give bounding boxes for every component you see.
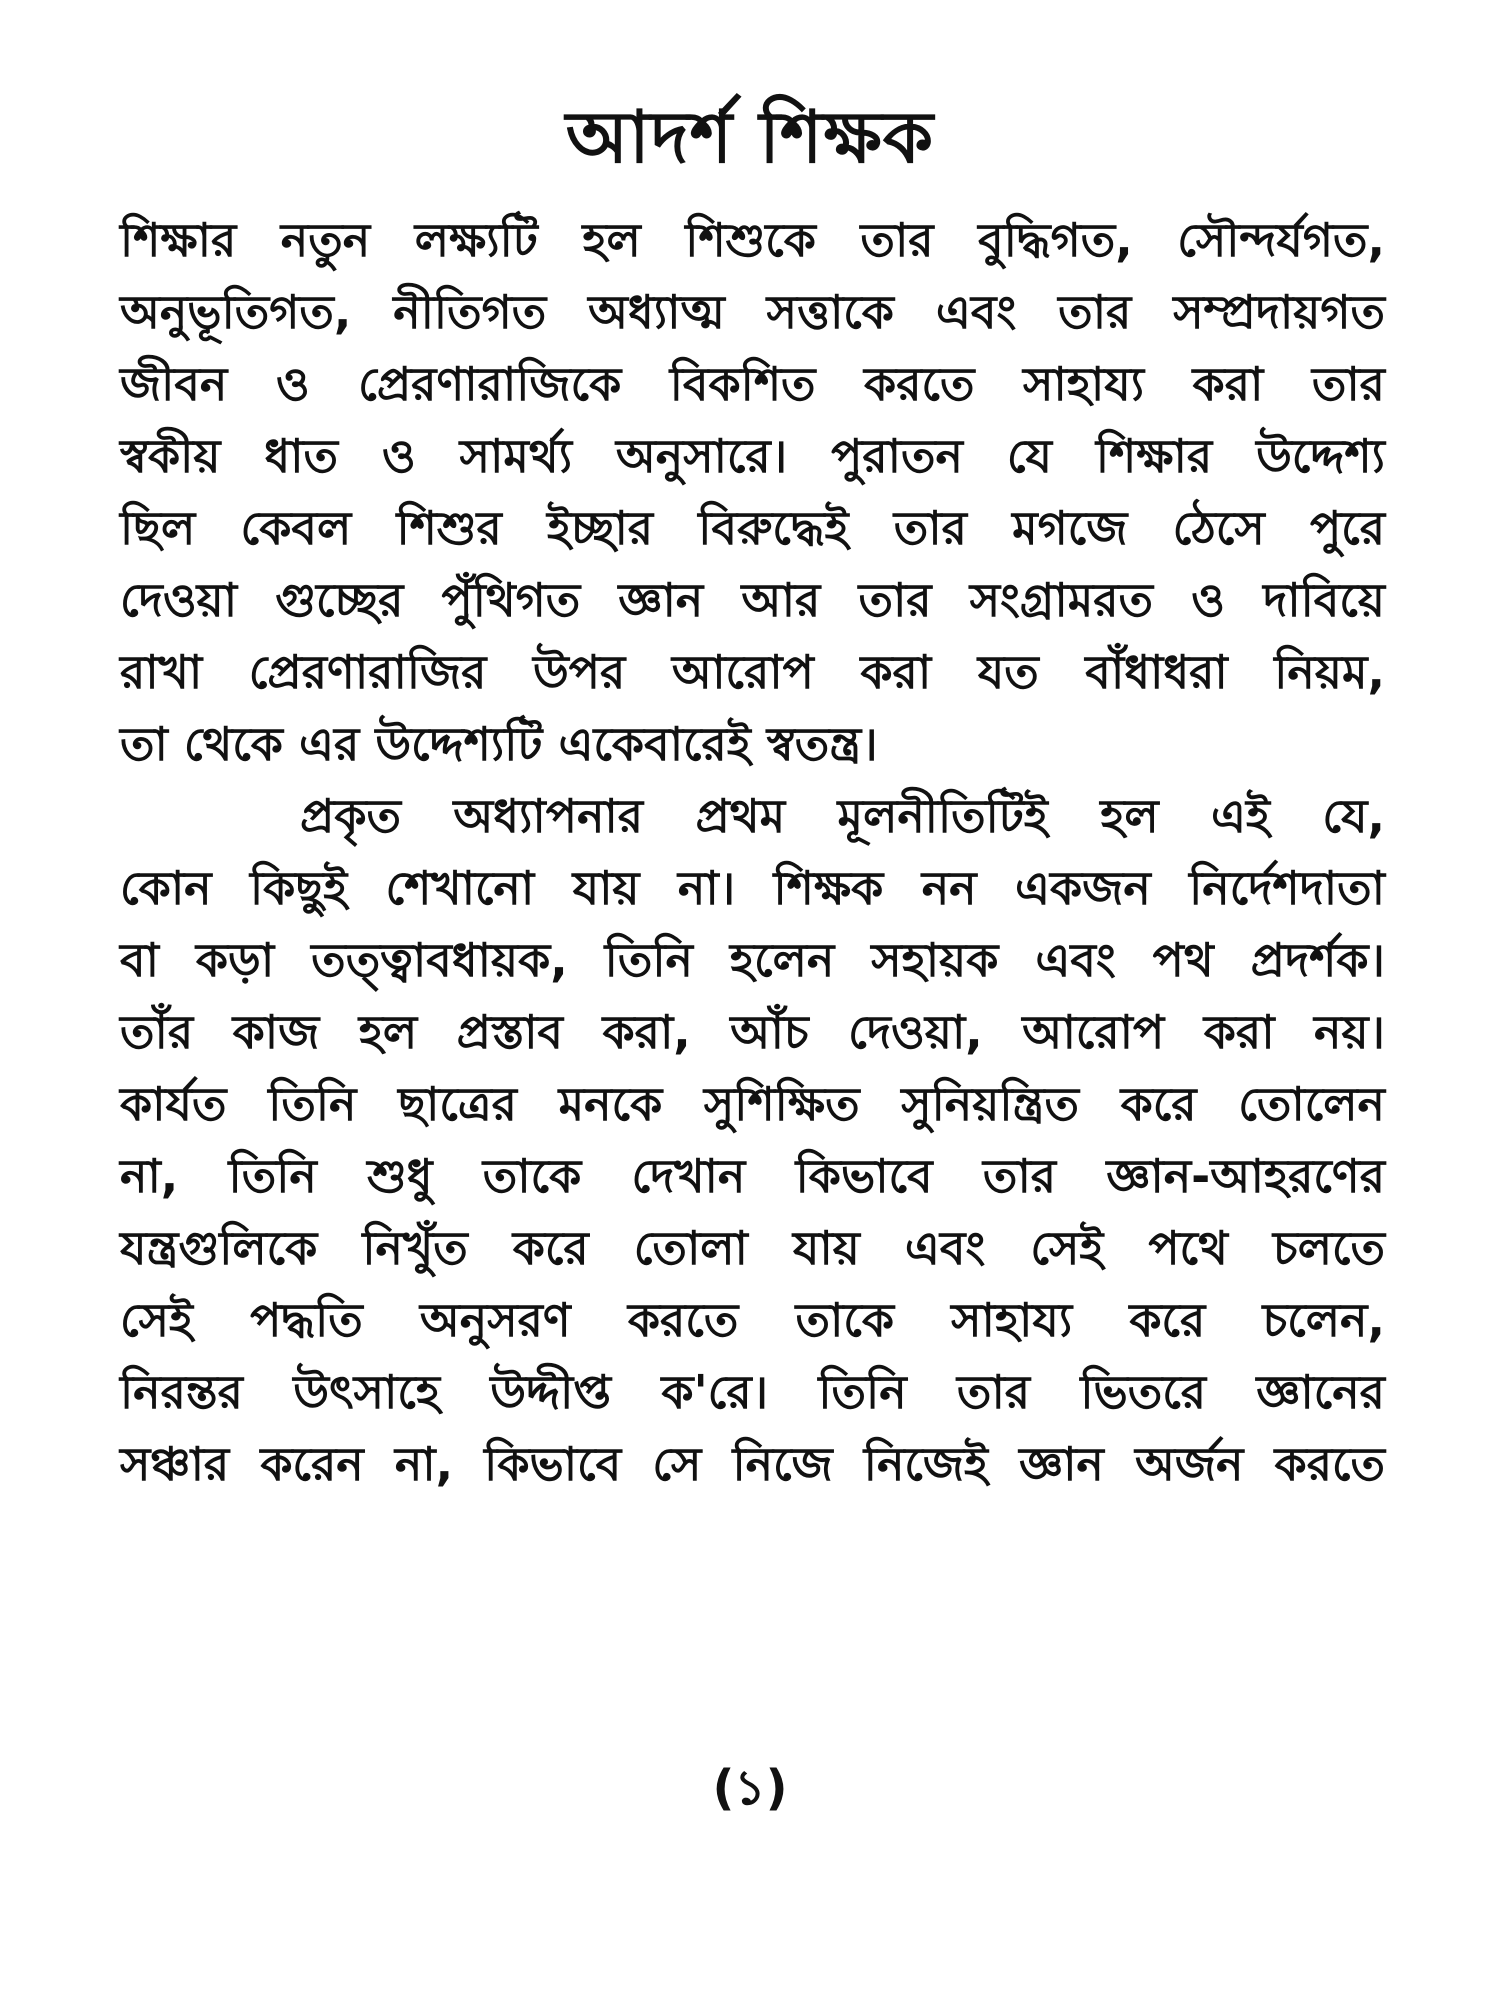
text-line: বা কড়া তত্ত্বাবধায়ক, তিনি হলেন সহায়ক এবং পথ প্রদর্শক। (120, 933, 1385, 987)
text-line: কার্যত তিনি ছাত্রের মনকে সুশিক্ষিত সুনিয়ন্ত্রিত করে তোলেন (120, 1077, 1385, 1131)
text-line: শিক্ষার নতুন লক্ষ্যটি হল শিশুকে তার বুদ্ধিগত, সৌন্দর্যগত, (120, 213, 1385, 267)
text-line: সেই পদ্ধতি অনুসরণ করতে তাকে সাহায্য করে চলেন, (120, 1293, 1385, 1347)
text-line: সঞ্চার করেন না, কিভাবে সে নিজে নিজেই জ্ঞান অর্জন করতে (120, 1437, 1385, 1491)
page-number: (১) (712, 1760, 788, 1816)
text-line: নিরন্তর উৎসাহে উদ্দীপ্ত ক'রে। তিনি তার ভিতরে জ্ঞানের (120, 1365, 1385, 1419)
text-line: দেওয়া গুচ্ছের পুঁথিগত জ্ঞান আর তার সংগ্রামরত ও দাবিয়ে (120, 573, 1385, 627)
text-line: না, তিনি শুধু তাকে দেখান কিভাবে তার জ্ঞান-আহরণের (120, 1149, 1385, 1203)
text-line: রাখা প্রেরণারাজির উপর আরোপ করা যত বাঁধাধরা নিয়ম, (120, 645, 1385, 699)
text-line: স্বকীয় ধাত ও সামর্থ্য অনুসারে। পুরাতন যে শিক্ষার উদ্দেশ্য (120, 429, 1385, 483)
text-line: ছিল কেবল শিশুর ইচ্ছার বিরুদ্ধেই তার মগজে ঠেসে পুরে (120, 501, 1385, 555)
text-line: কোন কিছুই শেখানো যায় না। শিক্ষক নন একজন নির্দেশদাতা (120, 861, 1385, 915)
text-line: যন্ত্রগুলিকে নিখুঁত করে তোলা যায় এবং সেই পথে চলতে (120, 1221, 1385, 1275)
text-line: জীবন ও প্রেরণারাজিকে বিকশিত করতে সাহায্য করা তার (120, 357, 1385, 411)
text-line: তাঁর কাজ হল প্রস্তাব করা, আঁচ দেওয়া, আরোপ করা নয়। (120, 1005, 1385, 1059)
text-line: তা থেকে এর উদ্দেশ্যটি একেবারেই স্বতন্ত্র। (120, 717, 878, 771)
text-line: প্রকৃত অধ্যাপনার প্রথম মূলনীতিটিই হল এই যে, (300, 789, 1385, 843)
page-title: আদর্শ শিক্ষক (565, 95, 935, 179)
text-line: অনুভূতিগত, নীতিগত অধ্যাত্ম সত্তাকে এবং তার সম্প্রদায়গত (120, 285, 1385, 339)
